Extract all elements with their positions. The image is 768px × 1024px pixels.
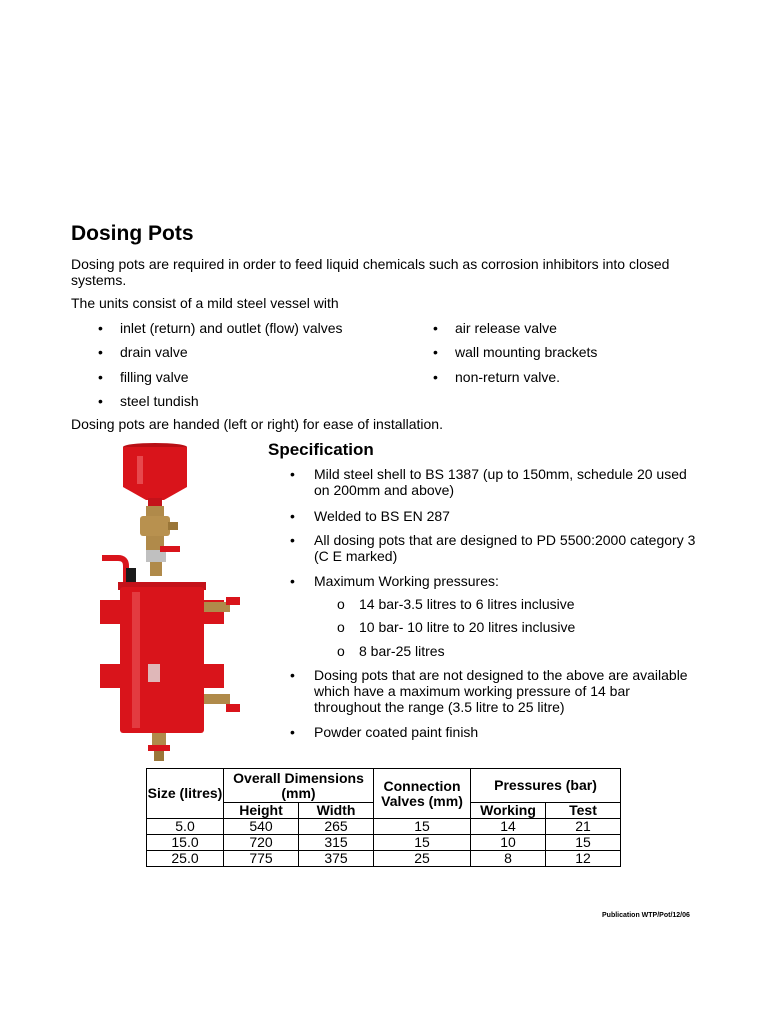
feature-text: steel tundish [120, 393, 199, 409]
feature-text: drain valve [120, 344, 188, 360]
cell-connection: 15 [374, 835, 471, 851]
circle-bullet-icon: o [337, 643, 345, 659]
bullet-icon: • [98, 344, 103, 360]
units-intro: The units consist of a mild steel vessel with [71, 295, 339, 311]
spec-text: Maximum Working pressures: [314, 573, 499, 589]
feature-text: inlet (return) and outlet (flow) valves [120, 320, 343, 336]
table-header-row [147, 769, 621, 803]
cell-height: 720 [224, 835, 299, 851]
feature-text: wall mounting brackets [455, 344, 598, 360]
bullet-icon: • [290, 573, 295, 589]
cell-working: 14 [471, 819, 546, 835]
table-row [147, 851, 621, 867]
cell-size: 25.0 [147, 851, 224, 867]
bullet-icon: • [98, 369, 103, 385]
cell-working: 10 [471, 835, 546, 851]
pressure-item [337, 643, 744, 659]
feature-text: filling valve [120, 369, 189, 385]
spec-item [290, 667, 699, 715]
bullet-icon: • [290, 466, 295, 482]
bullet-icon: • [290, 532, 295, 548]
bullet-icon: • [290, 667, 295, 683]
pressure-text: 14 bar-3.5 litres to 6 litres inclusive [359, 596, 575, 612]
cell-size: 15.0 [147, 835, 224, 851]
bullet-icon: • [98, 320, 103, 336]
intro-paragraph: Dosing pots are required in order to feed liquid chemicals such as corrosion inhibitors into closed systems. [71, 256, 670, 288]
header-pressures: Pressures (bar) [471, 769, 621, 803]
page-title: Dosing Pots [71, 222, 194, 245]
header-size: Size (litres) [147, 769, 224, 819]
dimensions-table [146, 768, 621, 867]
bullet-icon: • [433, 369, 438, 385]
bullet-icon: • [290, 724, 295, 740]
feature-item [433, 320, 557, 336]
cell-test: 15 [546, 835, 621, 851]
spec-item [290, 532, 699, 564]
circle-bullet-icon: o [337, 596, 345, 612]
pressure-item [337, 619, 744, 635]
spec-item [290, 508, 699, 524]
cell-working: 8 [471, 851, 546, 867]
header-working: Working [471, 803, 546, 819]
cell-size: 5.0 [147, 819, 224, 835]
pressure-item [337, 596, 744, 612]
bullet-icon: • [290, 508, 295, 524]
bullet-icon: • [433, 320, 438, 336]
feature-item [98, 320, 343, 336]
cell-test: 12 [546, 851, 621, 867]
table-row [147, 835, 621, 851]
cell-width: 315 [299, 835, 374, 851]
header-connection-valves: Connection Valves (mm) [374, 769, 471, 819]
circle-bullet-icon: o [337, 619, 345, 635]
dosing-pot-image [96, 442, 246, 762]
feature-text: air release valve [455, 320, 557, 336]
header-test: Test [546, 803, 621, 819]
handed-note: Dosing pots are handed (left or right) for ease of installation. [71, 416, 443, 432]
cell-connection: 25 [374, 851, 471, 867]
publication-reference: Publication WTP/Pot/12/06 [602, 912, 690, 919]
feature-item [433, 369, 561, 385]
cell-height: 775 [224, 851, 299, 867]
spec-text: Welded to BS EN 287 [314, 508, 450, 524]
table-row [147, 819, 621, 835]
spec-item [290, 466, 699, 498]
feature-item [98, 393, 199, 409]
cell-height: 540 [224, 819, 299, 835]
cell-test: 21 [546, 819, 621, 835]
feature-item [98, 369, 189, 385]
bullet-icon: • [433, 344, 438, 360]
spec-item [290, 724, 699, 740]
cell-width: 265 [299, 819, 374, 835]
pressure-text: 8 bar-25 litres [359, 643, 445, 659]
header-overall-dimensions: Overall Dimensions (mm) [224, 769, 374, 803]
header-height: Height [224, 803, 299, 819]
feature-text: non-return valve. [455, 369, 561, 385]
spec-text: Dosing pots that are not designed to the above are available which have a maximum working pressure of 14 bar throughout the range (3.5 litre to 25 litre) [314, 667, 688, 715]
header-width: Width [299, 803, 374, 819]
spec-text: Mild steel shell to BS 1387 (up to 150mm, schedule 20 used on 200mm and above) [314, 466, 687, 498]
cell-connection: 15 [374, 819, 471, 835]
spec-item [290, 573, 699, 589]
spec-text: Powder coated paint finish [314, 724, 479, 740]
specification-title: Specification [268, 440, 374, 459]
spec-text: All dosing pots that are designed to PD 5500:2000 category 3 (C E marked) [314, 532, 696, 564]
pressure-text: 10 bar- 10 litre to 20 litres inclusive [359, 619, 576, 635]
feature-item [433, 344, 598, 360]
bullet-icon: • [98, 393, 103, 409]
cell-width: 375 [299, 851, 374, 867]
feature-item [98, 344, 188, 360]
